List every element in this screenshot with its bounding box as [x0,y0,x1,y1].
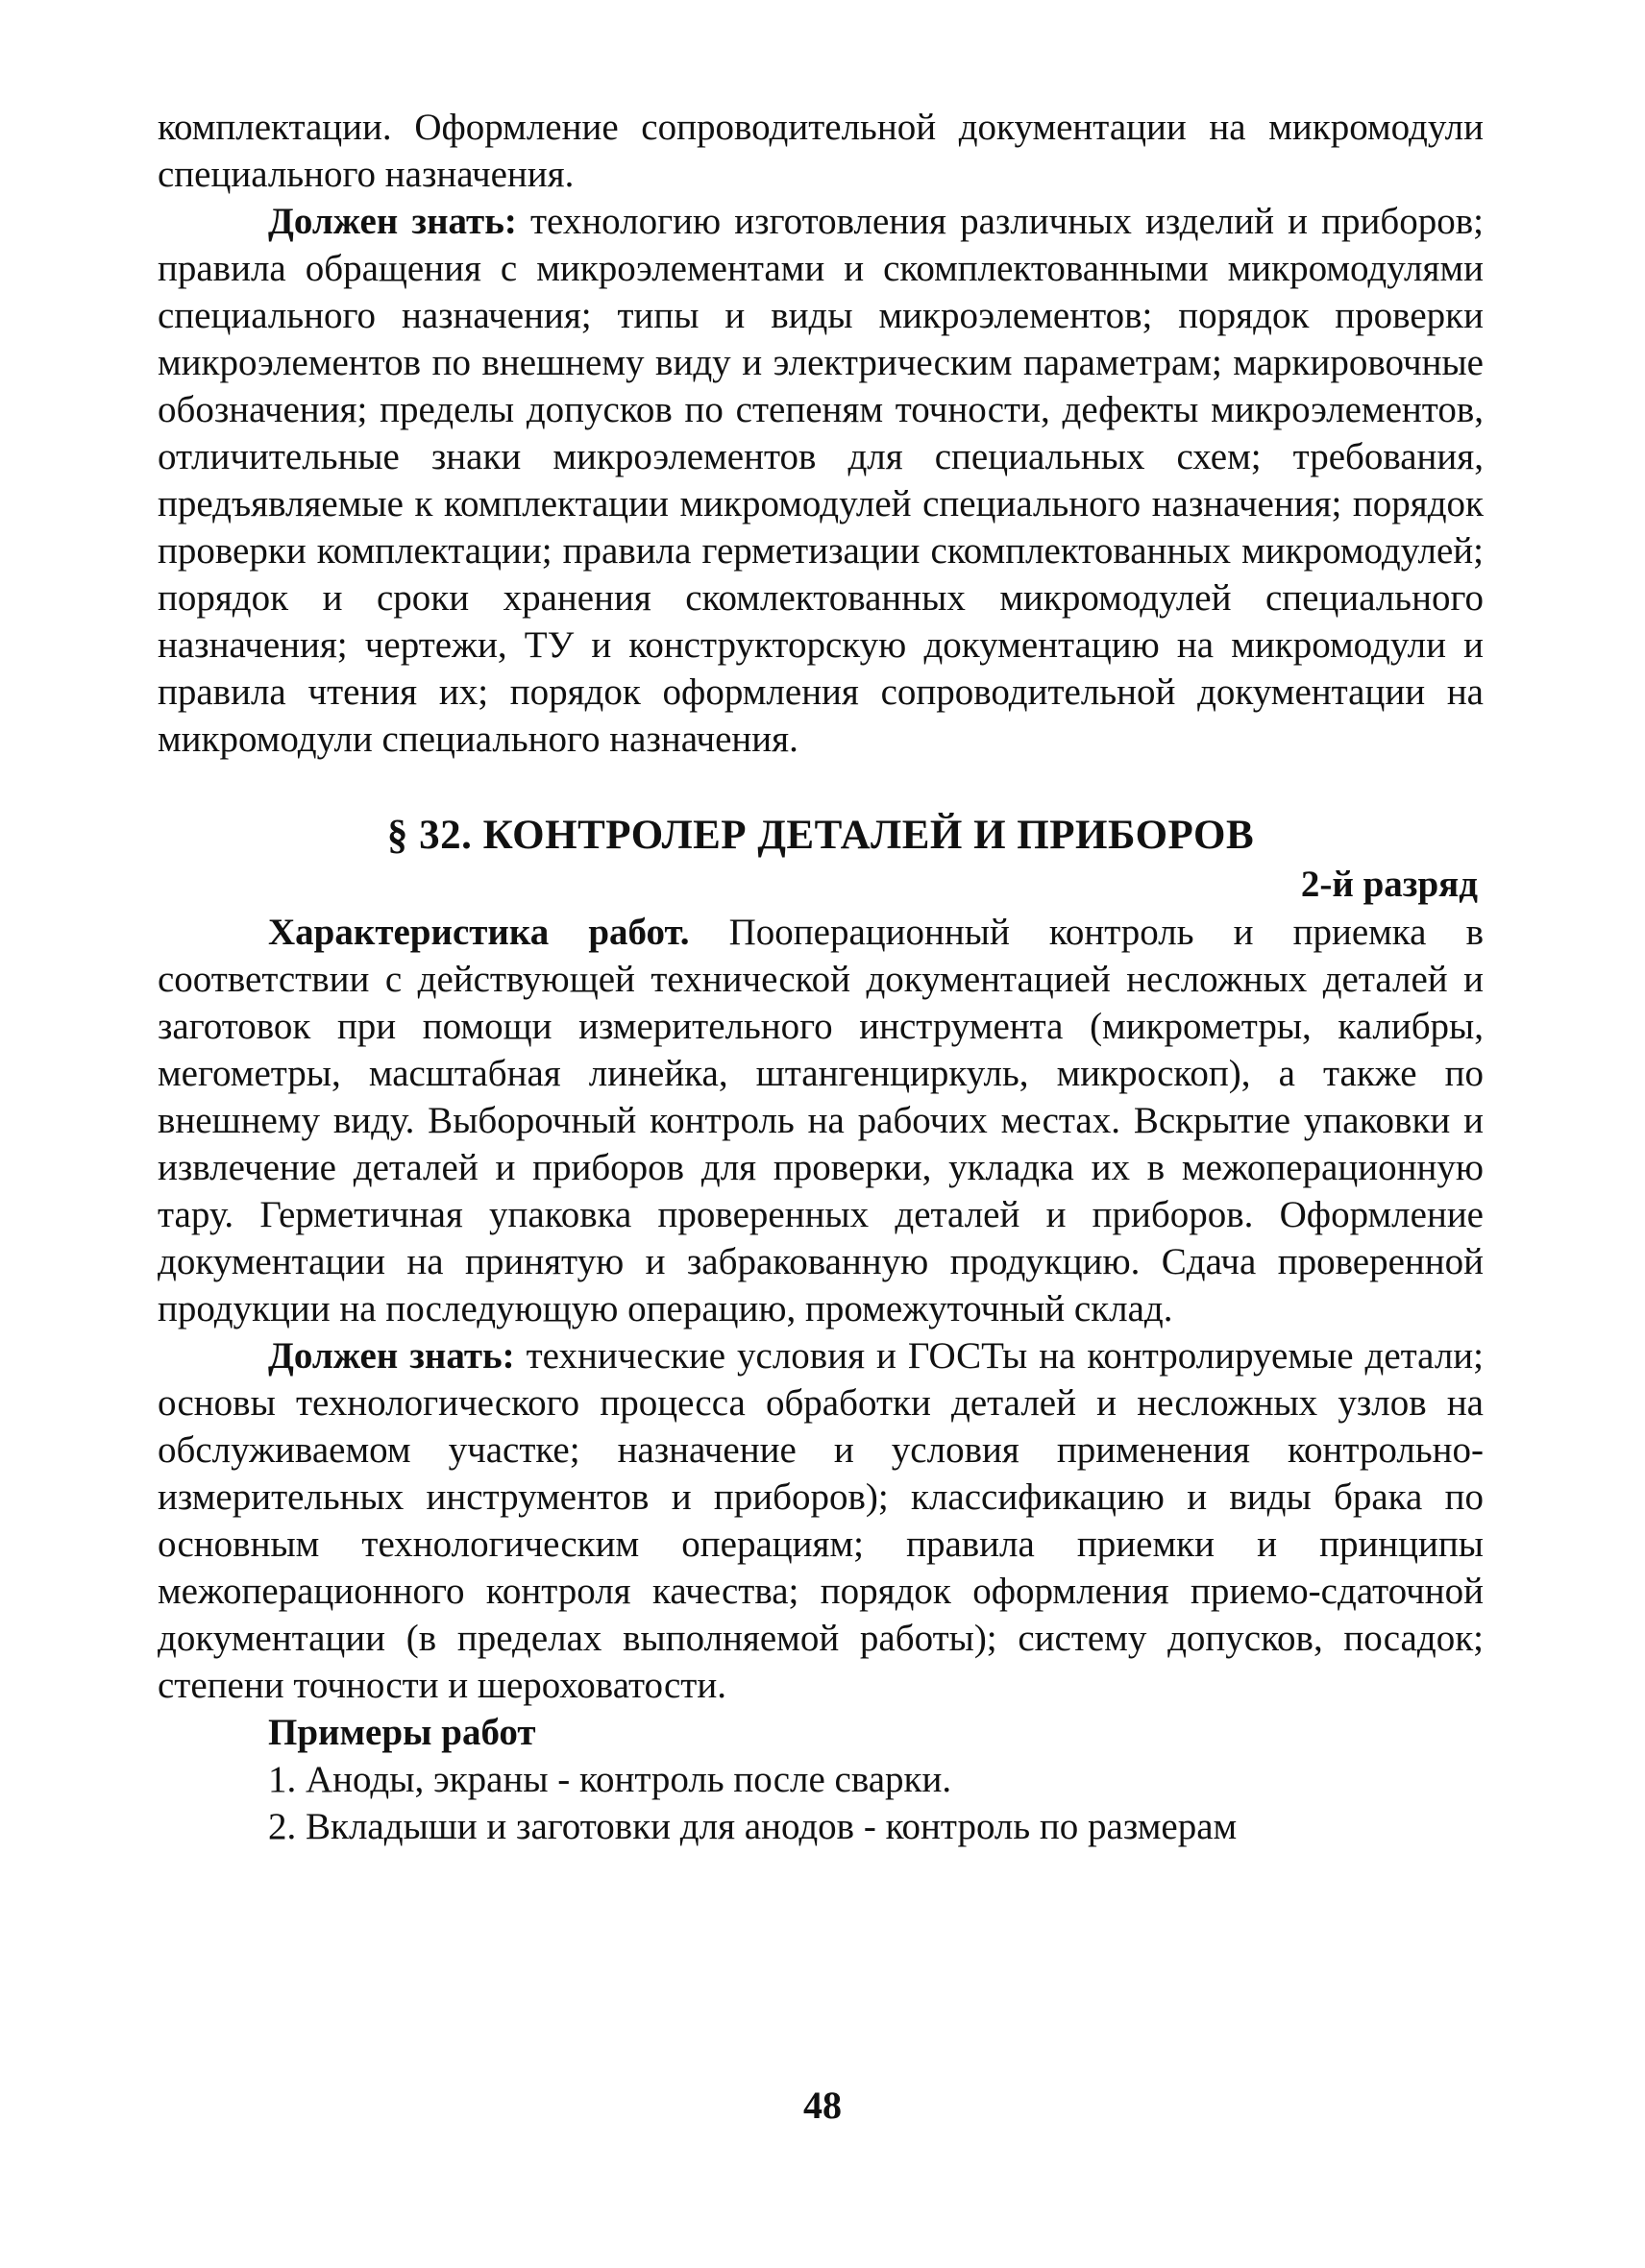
intro-continuation-text: комплектации. Оформление сопроводительной документации на микромодули специального назначения. [158,107,1484,195]
example-item: 2. Вкладыши и заготовки для анодов - контроль по размерам [268,1806,1238,1847]
document-page [158,104,1484,1850]
intro-must-know-paragraph [158,198,1484,763]
examples-title: Примеры работ [268,1712,536,1753]
characteristics-label: Характеристика работ. [268,912,690,953]
intro-must-know-label: Должен знать: [268,201,517,242]
example-item: 1. Аноды, экраны - контроль после сварки. [268,1759,952,1800]
characteristics-text: Пооперационный контроль и приемка в соответствии с действующей технической документацией несложных деталей и заготовок при помощи измерительного инструмента (микрометры, калибры, мегометры, масштабная линейка, штангенциркуль, микроскоп), а также по внешнему виду. Выборочный контроль на рабочих местах. Вскрытие упаковки и извлечение деталей и приборов для проверки, укладка их в межоперационную тару. Герметичная упаковка проверенных деталей и приборов. Оформление документации на принятую и забракованную продукцию. Сдача проверенной продукции на последующую операцию, промежуточный склад. [158,912,1484,1329]
section-heading: § 32. КОНТРОЛЕР ДЕТАЛЕЙ И ПРИБОРОВ [386,813,1255,858]
section-grade: 2-й разряд [1300,864,1478,905]
intro-must-know-text: технологию изготовления различных изделий и приборов; правила обращения с микроэлементами и скомплектованными микромодулями специального назначения; типы и виды микроэлементов; порядок проверки микроэлементов по внешнему виду и электрическим параметрам; маркировочные обозначения; пределы допусков по степеням точности, дефекты микроэлементов, отличительные знаки микроэлементов для специальных схем; требования, предъявляемые к комплектации микромодулей специального назначения; порядок проверки комплектации; правила герметизации скомплектованных микромодулей; порядок и сроки хранения скомлектованных микромодулей специального назначения; чертежи, ТУ и конструкторскую документацию на микромодули и правила чтения их; порядок оформления сопроводительной документации на микромодули специального назначения. [158,201,1484,760]
section-must-know-label: Должен знать: [268,1335,515,1377]
section-must-know-text: технические условия и ГОСТы на контролируемые детали; основы технологического процесса обработки деталей и несложных узлов на обслуживаемом участке; назначение и условия применения контрольно-измерительных инструментов и приборов); классификацию и виды брака по основным технологическим операциям; правила приемки и принципы межоперационного контроля качества; порядок оформления приемо-сдаточной документации (в пределах выполняемой работы); систему допусков, посадок; степени точности и шероховатости. [158,1335,1484,1706]
section-must-know-paragraph [158,1332,1484,1709]
page-number: 48 [803,2084,842,2127]
characteristics-paragraph [158,909,1484,1332]
intro-continuation-paragraph [158,104,1484,198]
